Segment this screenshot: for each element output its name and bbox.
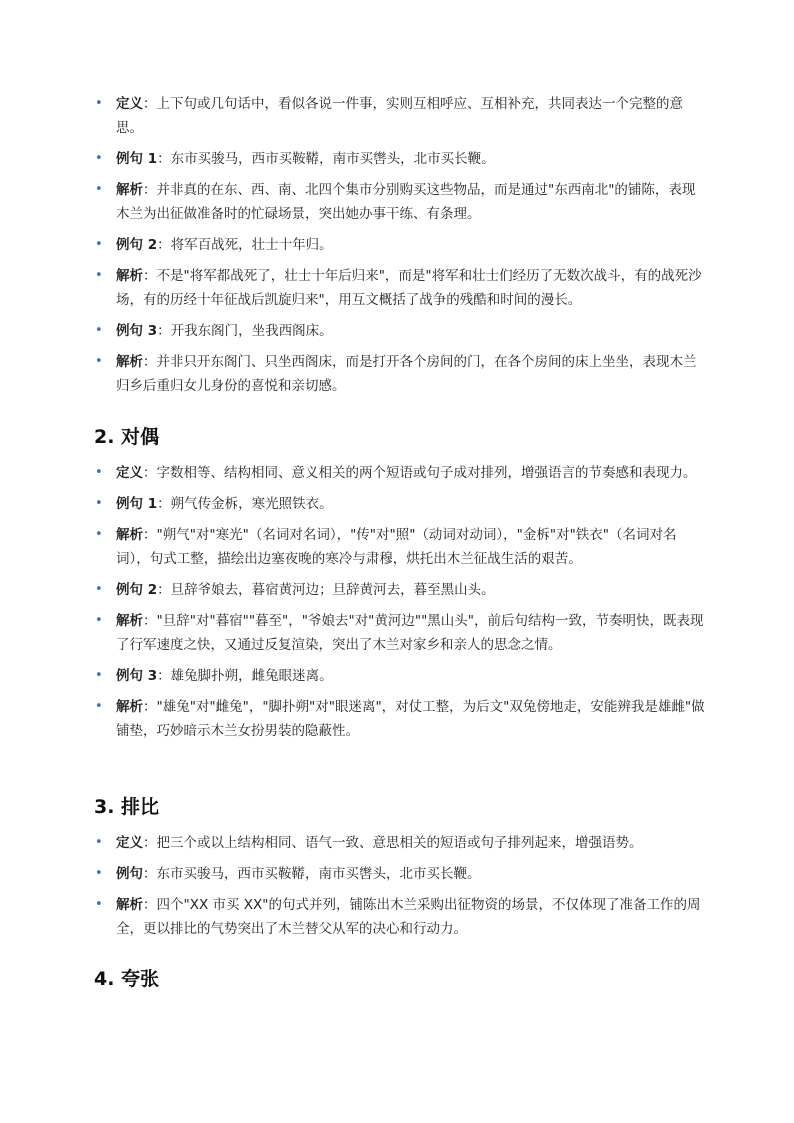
bullet-icon: •	[95, 582, 103, 597]
section-heading-kuazhang: 4. 夸张	[94, 968, 160, 990]
item-sep: ：	[143, 866, 157, 882]
item-sep: ：	[143, 897, 157, 913]
bullet-icon: •	[95, 897, 103, 912]
item-text: 东市买骏马，西市买鞍鞯，南市买辔头，北市买长鞭。	[156, 866, 481, 882]
list-item	[94, 233, 706, 257]
list-item	[94, 492, 706, 516]
item-label: 定义	[116, 465, 143, 481]
section-1-list	[94, 92, 706, 405]
section-2-list	[94, 461, 706, 750]
item-sep: ：	[143, 96, 157, 112]
item-label: 例句	[116, 866, 143, 882]
bullet-icon: •	[95, 237, 103, 252]
item-text: 不是"将军都战死了，壮士十年后归来"，而是"将军和壮士们经历了无数次战斗，有的战死沙场，有的历经十年征战后凯旋归来"，用互文概括了战争的残酷和时间的漫长。	[116, 268, 702, 308]
bullet-icon: •	[95, 496, 103, 511]
item-text: 四个"XX 市买 XX"的句式并列，铺陈出木兰采购出征物资的场景，不仅体现了准备工作的周全，更以排比的气势突出了木兰替父从军的决心和行动力。	[116, 897, 701, 937]
item-label: 例句 1	[116, 151, 158, 167]
list-item	[94, 893, 706, 941]
bullet-icon: •	[95, 96, 103, 111]
item-sep: ：	[143, 465, 157, 481]
item-sep: ：	[143, 835, 157, 851]
item-text: "旦辞"对"暮宿""暮至"，"爷娘去"对"黄河边""黑山头"，前后句结构一致，节奏明快，既表现了行军速度之快，又通过反复渲染，突出了木兰对家乡和亲人的思念之情。	[116, 613, 704, 653]
item-label: 例句 3	[116, 668, 158, 684]
item-label: 定义	[116, 96, 143, 112]
bullet-icon: •	[95, 835, 103, 850]
list-item	[94, 862, 706, 886]
list-item	[94, 264, 706, 312]
bullet-icon: •	[95, 465, 103, 480]
item-sep: ：	[143, 699, 157, 715]
item-label: 解析	[116, 613, 143, 629]
item-text: 字数相等、结构相同、意义相关的两个短语或句子成对排列，增强语言的节奏感和表现力。	[156, 465, 697, 481]
item-label: 解析	[116, 268, 143, 284]
list-item	[94, 695, 706, 743]
item-sep: ：	[157, 237, 171, 253]
section-3-list	[94, 831, 706, 948]
bullet-icon: •	[95, 182, 103, 197]
item-text: 上下句或几句话中，看似各说一件事，实则互相呼应、互相补充，共同表达一个完整的意思。	[116, 96, 683, 136]
item-text: 雄兔脚扑朔，雌兔眼迷离。	[170, 668, 333, 684]
list-item	[94, 461, 706, 485]
list-item	[94, 178, 706, 226]
bullet-icon: •	[95, 527, 103, 542]
list-item	[94, 147, 706, 171]
item-label: 例句 2	[116, 237, 158, 253]
item-sep: ：	[157, 323, 171, 339]
bullet-icon: •	[95, 354, 103, 369]
item-sep: ：	[143, 268, 157, 284]
item-label: 解析	[116, 699, 143, 715]
item-sep: ：	[157, 496, 171, 512]
list-item	[94, 609, 706, 657]
item-text: "朔气"对"寒光"（名词对名词），"传"对"照"（动词对动词），"金柝"对"铁衣"（名词对名词），句式工整，描绘出边塞夜晚的寒冷与肃穆，烘托出木兰征战生活的艰苦。	[116, 527, 677, 567]
item-text: 旦辞爷娘去，暮宿黄河边；旦辞黄河去，暮至黑山头。	[170, 582, 495, 598]
item-text: "雄兔"对"雌兔"，"脚扑朔"对"眼迷离"，对仗工整，为后文"双兔傍地走，安能辨我是雄雌"做铺垫，巧妙暗示木兰女扮男装的隐蔽性。	[116, 699, 705, 739]
list-item	[94, 350, 706, 398]
item-sep: ：	[143, 354, 157, 370]
item-text: 并非只开东阁门、只坐西阁床，而是打开各个房间的门，在各个房间的床上坐坐，表现木兰归乡后重归女儿身份的喜悦和亲切感。	[116, 354, 697, 394]
item-text: 将军百战死，壮士十年归。	[170, 237, 333, 253]
item-text: 东市买骏马，西市买鞍鞯，南市买辔头，北市买长鞭。	[170, 151, 495, 167]
bullet-icon: •	[95, 866, 103, 881]
item-sep: ：	[157, 668, 171, 684]
bullet-icon: •	[95, 268, 103, 283]
bullet-icon: •	[95, 323, 103, 338]
item-label: 定义	[116, 835, 143, 851]
item-label: 解析	[116, 182, 143, 198]
list-item	[94, 578, 706, 602]
item-label: 例句 1	[116, 496, 158, 512]
item-label: 解析	[116, 354, 143, 370]
item-text: 把三个或以上结构相同、语气一致、意思相关的短语或句子排列起来，增强语势。	[156, 835, 643, 851]
bullet-icon: •	[95, 668, 103, 683]
list-item	[94, 319, 706, 343]
bullet-icon: •	[95, 613, 103, 628]
item-label: 例句 3	[116, 323, 158, 339]
item-text: 朔气传金柝，寒光照铁衣。	[170, 496, 333, 512]
bullet-icon: •	[95, 699, 103, 714]
item-label: 解析	[116, 527, 143, 543]
item-label: 解析	[116, 897, 143, 913]
item-text: 并非真的在东、西、南、北四个集市分别购买这些物品，而是通过"东西南北"的铺陈，表现木兰为出征做准备时的忙碌场景，突出她办事干练、有条理。	[116, 182, 696, 222]
list-item	[94, 831, 706, 855]
item-sep: ：	[143, 613, 157, 629]
item-sep: ：	[157, 151, 171, 167]
list-item	[94, 92, 706, 140]
item-sep: ：	[157, 582, 171, 598]
item-sep: ：	[143, 527, 157, 543]
item-label: 例句 2	[116, 582, 158, 598]
item-text: 开我东阁门，坐我西阁床。	[170, 323, 333, 339]
section-heading-duiou: 2. 对偶	[94, 426, 160, 448]
bullet-icon: •	[95, 151, 103, 166]
section-heading-paibi: 3. 排比	[94, 796, 160, 818]
list-item	[94, 523, 706, 571]
item-sep: ：	[143, 182, 157, 198]
list-item	[94, 664, 706, 688]
